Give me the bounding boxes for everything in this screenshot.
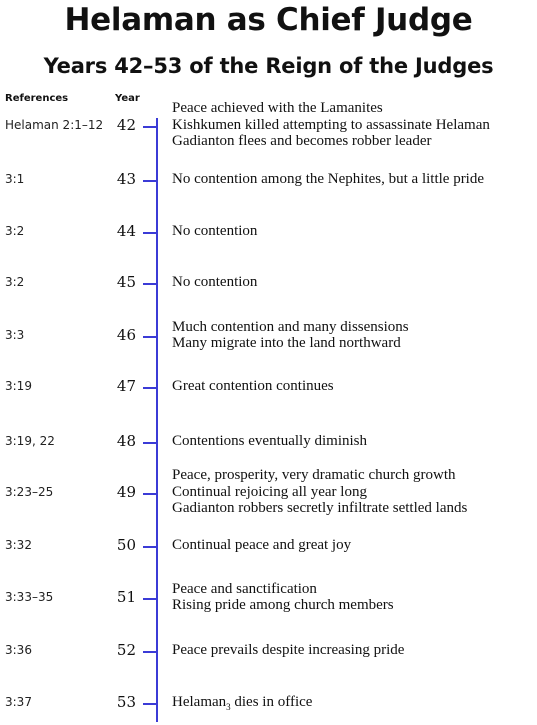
- year-label: 46: [116, 326, 136, 344]
- timeline-tick: [143, 336, 157, 338]
- event-line: Peace and sanctification: [172, 580, 317, 597]
- event-text: [172, 100, 490, 150]
- timeline-tick: [143, 651, 157, 653]
- reference-label: 3:19, 22: [5, 434, 55, 448]
- event-line: Peace achieved with the Lamanites: [172, 100, 383, 117]
- event-line: Peace, prosperity, very dramatic church growth: [172, 467, 456, 484]
- year-label: 52: [116, 641, 136, 659]
- event-text: [172, 223, 257, 240]
- event-line: No contention among the Nephites, but a little pride: [172, 170, 485, 187]
- event-text: [172, 642, 404, 659]
- timeline-tick: [143, 387, 157, 389]
- year-label: 53: [116, 693, 136, 711]
- event-text: [172, 378, 334, 395]
- year-header: Year: [115, 93, 140, 104]
- event-line: Continual rejoicing all year long: [172, 483, 367, 500]
- timeline-tick: [143, 546, 157, 548]
- event-text: [172, 319, 409, 352]
- event-line: [172, 694, 312, 711]
- reference-label: 3:32: [5, 538, 32, 552]
- event-text: [172, 171, 484, 188]
- reference-label: 3:37: [5, 695, 32, 709]
- event-text: [172, 537, 351, 554]
- references-header: References: [5, 93, 69, 104]
- event-name: Helaman: [172, 693, 227, 710]
- event-line: Great contention continues: [172, 377, 334, 394]
- reference-label: 3:2: [5, 275, 25, 289]
- timeline-tick: [143, 232, 157, 234]
- reference-label: 3:33–35: [5, 590, 54, 604]
- event-line: Peace prevails despite increasing pride: [172, 641, 405, 658]
- timeline-tick: [143, 180, 157, 182]
- timeline-tick: [143, 703, 157, 705]
- reference-label: Helaman 2:1–12: [5, 118, 104, 132]
- reference-label: 3:3: [5, 328, 25, 342]
- event-text: [172, 433, 367, 450]
- reference-label: 3:1: [5, 172, 25, 186]
- year-label: 51: [116, 588, 136, 606]
- reference-label: 3:2: [5, 224, 25, 238]
- timeline-tick: [143, 442, 157, 444]
- timeline-tick: [143, 493, 157, 495]
- event-line: No contention: [172, 273, 258, 290]
- timeline-tick: [143, 598, 157, 600]
- event-line: Contentions eventually diminish: [172, 432, 367, 449]
- event-subscript: 3: [226, 701, 231, 712]
- timeline-tick: [143, 283, 157, 285]
- year-label: 48: [116, 432, 136, 450]
- event-text: [172, 581, 394, 614]
- reference-label: 3:36: [5, 643, 32, 657]
- event-line: Much contention and many dissensions: [172, 318, 409, 335]
- page-subtitle: Years 42–53 of the Reign of the Judges: [43, 54, 494, 78]
- year-label: 47: [116, 377, 136, 395]
- event-text: [172, 274, 257, 291]
- event-line: No contention: [172, 222, 258, 239]
- year-label: 45: [116, 273, 136, 291]
- year-label: 50: [116, 536, 136, 554]
- year-label: 42: [116, 116, 136, 134]
- reference-label: 3:19: [5, 379, 32, 393]
- event-line: Gadianton robbers secretly infiltrate settled lands: [172, 500, 468, 517]
- reference-label: 3:23–25: [5, 485, 54, 499]
- timeline-axis: [156, 118, 158, 722]
- event-text: [172, 467, 467, 517]
- year-label: 44: [116, 222, 136, 240]
- year-label: 43: [116, 170, 136, 188]
- page-title: Helaman as Chief Judge: [64, 2, 473, 38]
- event-line: Many migrate into the land northward: [172, 335, 401, 351]
- year-label: 49: [116, 483, 136, 501]
- timeline-tick: [143, 126, 157, 128]
- event-text: [172, 694, 312, 711]
- event-line: Kishkumen killed attempting to assassinate Helaman: [172, 116, 490, 133]
- event-line: Gadianton flees and becomes robber leader: [172, 133, 432, 150]
- event-line: Continual peace and great joy: [172, 536, 352, 553]
- event-suffix: dies in office: [230, 693, 313, 710]
- event-line: Rising pride among church members: [172, 597, 394, 613]
